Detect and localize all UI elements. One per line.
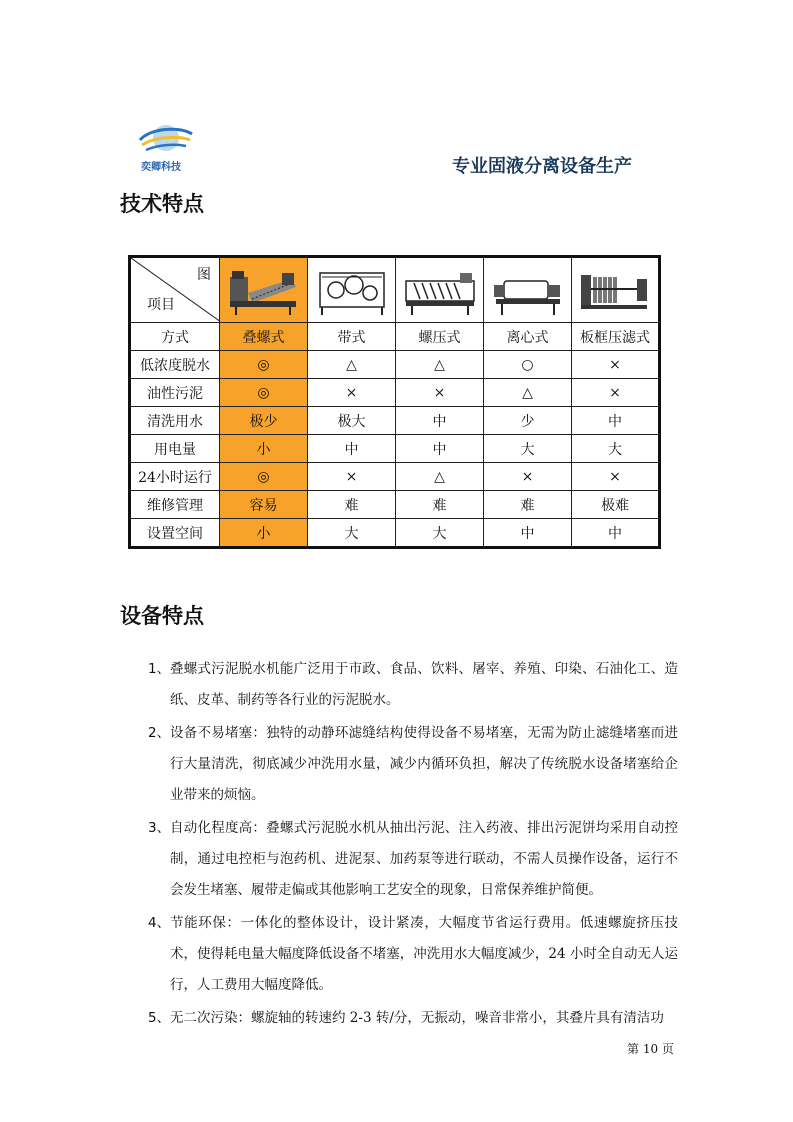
page-number: 第 10 页 bbox=[627, 1042, 674, 1056]
table-row bbox=[130, 407, 660, 435]
value-cell: × bbox=[572, 463, 660, 491]
value-cell: 极少 bbox=[220, 407, 308, 435]
value-cell: 难 bbox=[484, 491, 572, 519]
list-item-text: 节能环保：一体化的整体设计，设计紧凑，大幅度节省运行费用。低速螺旋挤压技术，使得耗电量大幅度降低设备不堵塞，冲洗用水大幅度减少，24 小时全自动无人运行，人工费用大幅度降低。 bbox=[170, 915, 678, 993]
value-cell: ◎ bbox=[220, 379, 308, 407]
list-item bbox=[148, 1003, 678, 1034]
row-label-cell: 设置空间 bbox=[130, 519, 220, 548]
row-label-cell: 油性污泥 bbox=[130, 379, 220, 407]
value-cell: ◎ bbox=[220, 463, 308, 491]
value-cell: ○ bbox=[484, 351, 572, 379]
value-cell: 极大 bbox=[308, 407, 396, 435]
table-row bbox=[130, 519, 660, 548]
logo-swirl-icon bbox=[136, 118, 196, 160]
value-cell: × bbox=[484, 463, 572, 491]
value-cell: × bbox=[308, 379, 396, 407]
value-cell: 中 bbox=[484, 519, 572, 548]
list-item-number: 4、 bbox=[148, 915, 171, 931]
value-cell: △ bbox=[484, 379, 572, 407]
value-cell: 少 bbox=[484, 407, 572, 435]
table-row bbox=[130, 351, 660, 379]
list-item bbox=[148, 654, 678, 716]
value-cell: 大 bbox=[572, 435, 660, 463]
screw-stack-machine-icon bbox=[226, 263, 302, 317]
row-label-cell: 低浓度脱水 bbox=[130, 351, 220, 379]
list-item-number: 5、 bbox=[148, 1010, 171, 1026]
machine-cell-screw-press bbox=[396, 257, 484, 323]
corner-label-item: 项目 bbox=[147, 297, 175, 313]
value-cell: 板框压滤式 bbox=[572, 323, 660, 351]
section-title-tech: 技术特点 bbox=[120, 192, 204, 216]
value-cell: 中 bbox=[572, 407, 660, 435]
row-label-cell: 方式 bbox=[130, 323, 220, 351]
plate-frame-press-icon bbox=[577, 263, 653, 317]
value-cell: 难 bbox=[308, 491, 396, 519]
screw-press-icon bbox=[402, 263, 478, 317]
list-item-text: 叠螺式污泥脱水机能广泛用于市政、食品、饮料、屠宰、养殖、印染、石油化工、造纸、皮革、制药等各行业的污泥脱水。 bbox=[170, 661, 678, 708]
machine-cell-centrifuge bbox=[484, 257, 572, 323]
machine-cell-belt bbox=[308, 257, 396, 323]
list-item-text: 自动化程度高：叠螺式污泥脱水机从抽出污泥、注入药液、排出污泥饼均采用自动控制，通过电控柜与泡药机、进泥泵、加药泵等进行联动，不需人员操作设备，运行不会发生堵塞、履带走偏或其他影响工艺安全的现象，日常保养维护简便。 bbox=[170, 820, 678, 898]
value-cell: 中 bbox=[396, 435, 484, 463]
list-item-number: 3、 bbox=[148, 820, 171, 836]
header-tagline: 专业固液分离设备生产 bbox=[452, 156, 632, 177]
value-cell: 大 bbox=[396, 519, 484, 548]
row-label-cell: 清洗用水 bbox=[130, 407, 220, 435]
value-cell: 中 bbox=[572, 519, 660, 548]
value-cell: 离心式 bbox=[484, 323, 572, 351]
value-cell: 叠螺式 bbox=[220, 323, 308, 351]
list-item-number: 2、 bbox=[148, 725, 171, 741]
table-row bbox=[130, 491, 660, 519]
value-cell: 中 bbox=[396, 407, 484, 435]
table-row bbox=[130, 463, 660, 491]
value-cell: △ bbox=[308, 351, 396, 379]
centrifuge-icon bbox=[490, 263, 566, 317]
value-cell: × bbox=[572, 351, 660, 379]
value-cell: 大 bbox=[484, 435, 572, 463]
value-cell: 小 bbox=[220, 519, 308, 548]
machine-cell-screw-stack bbox=[220, 257, 308, 323]
row-label-cell: 24小时运行 bbox=[130, 463, 220, 491]
value-cell: △ bbox=[396, 351, 484, 379]
list-item-number: 1、 bbox=[148, 661, 171, 677]
table-body bbox=[130, 323, 660, 548]
value-cell: 极难 bbox=[572, 491, 660, 519]
value-cell: × bbox=[396, 379, 484, 407]
row-label-cell: 用电量 bbox=[130, 435, 220, 463]
value-cell: 带式 bbox=[308, 323, 396, 351]
table-corner-cell bbox=[130, 257, 220, 323]
table-row bbox=[130, 435, 660, 463]
feature-list bbox=[148, 654, 678, 1036]
value-cell: 小 bbox=[220, 435, 308, 463]
logo-text: 奕卿科技 bbox=[141, 162, 181, 173]
list-item bbox=[148, 813, 678, 906]
value-cell: × bbox=[308, 463, 396, 491]
machine-cell-plate-frame bbox=[572, 257, 660, 323]
value-cell: 容易 bbox=[220, 491, 308, 519]
value-cell: × bbox=[572, 379, 660, 407]
table-row bbox=[130, 323, 660, 351]
list-item-text: 设备不易堵塞：独特的动静环滤缝结构使得设备不易堵塞，无需为防止滤缝堵塞而进行大量清洗，彻底减少冲洗用水量，减少内循环负担，解决了传统脱水设备堵塞给企业带来的烦恼。 bbox=[170, 725, 678, 803]
corner-label-image: 图 bbox=[197, 267, 211, 283]
table-row bbox=[130, 379, 660, 407]
value-cell: 难 bbox=[396, 491, 484, 519]
belt-press-icon bbox=[314, 263, 390, 317]
value-cell: 大 bbox=[308, 519, 396, 548]
row-label-cell: 维修管理 bbox=[130, 491, 220, 519]
value-cell: 螺压式 bbox=[396, 323, 484, 351]
value-cell: 中 bbox=[308, 435, 396, 463]
table-header-row bbox=[130, 257, 660, 323]
comparison-table bbox=[128, 255, 661, 549]
list-item-text: 无二次污染：螺旋轴的转速约 2-3 转/分，无振动，噪音非常小，其叠片具有清洁功 bbox=[170, 1010, 664, 1026]
value-cell: △ bbox=[396, 463, 484, 491]
section-title-features: 设备特点 bbox=[120, 604, 204, 628]
list-item bbox=[148, 718, 678, 811]
list-item bbox=[148, 908, 678, 1001]
value-cell: ◎ bbox=[220, 351, 308, 379]
